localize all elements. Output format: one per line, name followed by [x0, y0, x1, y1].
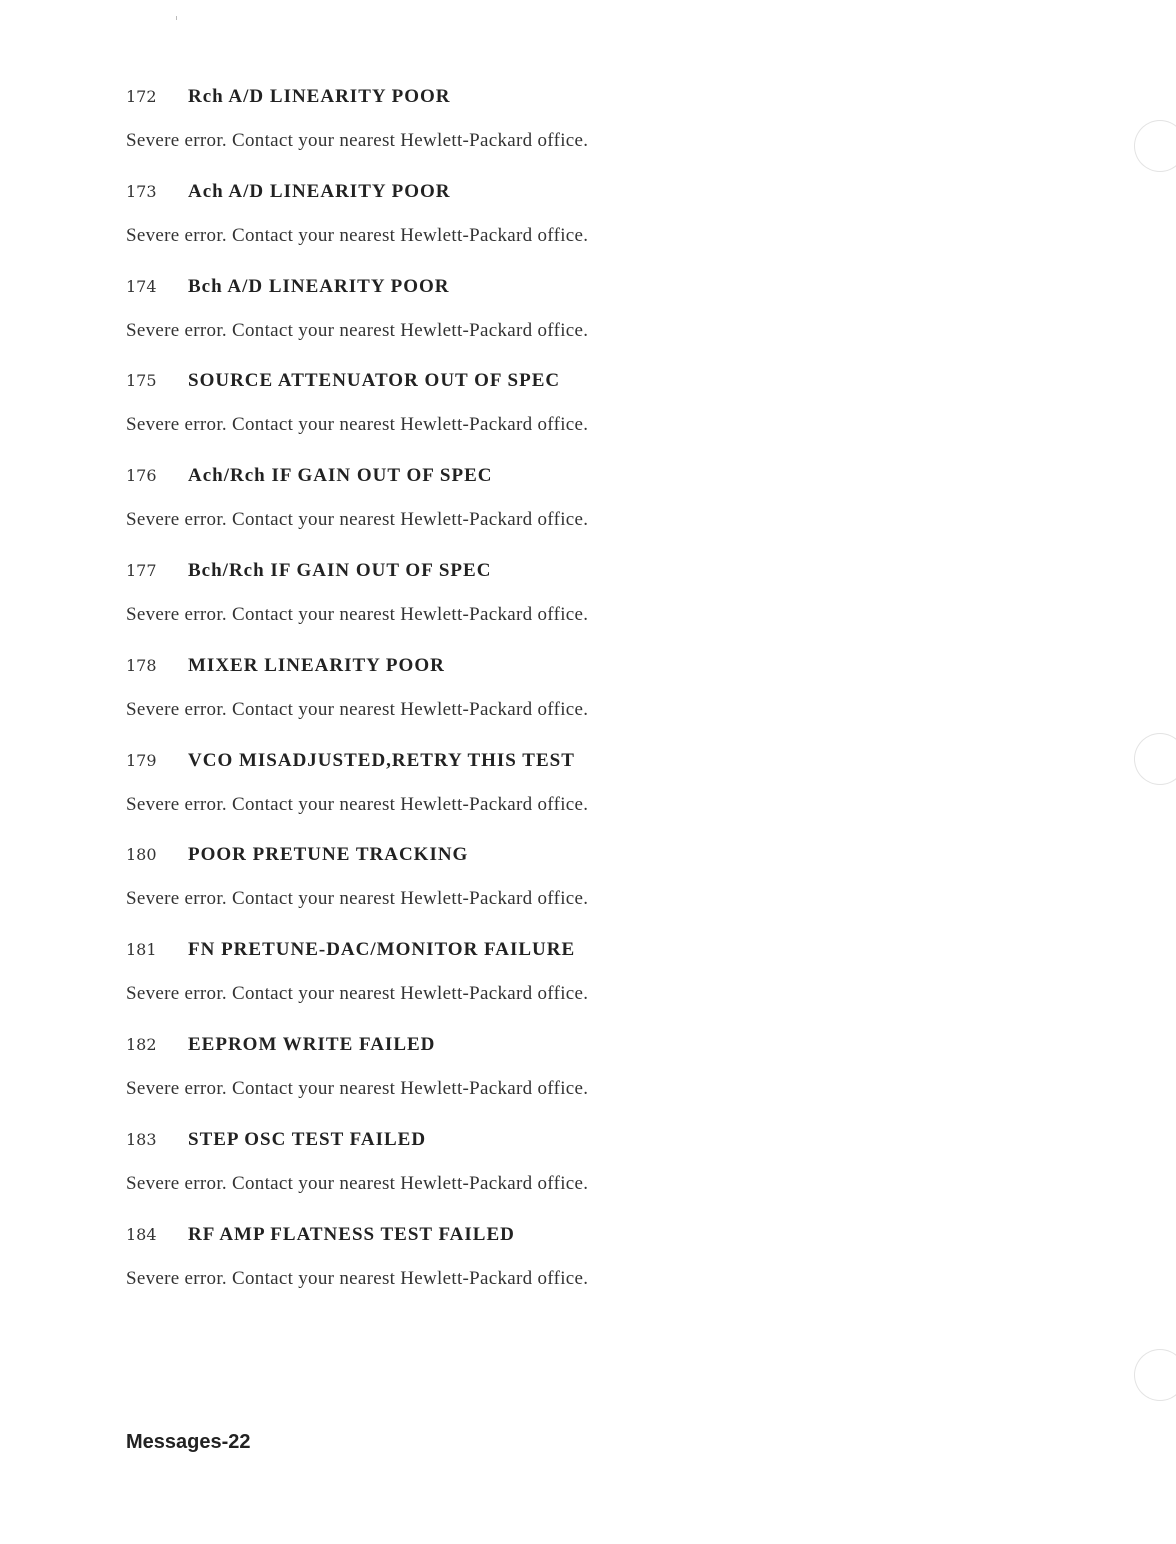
- message-title: EEPROM WRITE FAILED: [188, 1033, 436, 1055]
- message-title: STEP OSC TEST FAILED: [188, 1128, 427, 1150]
- scan-speck: [176, 16, 177, 20]
- message-code: 182: [126, 1034, 157, 1054]
- message-entry: [126, 844, 1026, 939]
- message-title: Bch A/D LINEARITY POOR: [188, 275, 450, 297]
- message-title: FN PRETUNE-DAC/MONITOR FAILURE: [188, 939, 576, 961]
- message-code: 184: [126, 1224, 157, 1244]
- message-entry: [126, 276, 1026, 371]
- message-entry: [126, 1034, 1026, 1129]
- message-description: Severe error. Contact your nearest Hewlett-Packard office.: [126, 319, 589, 341]
- message-title: SOURCE ATTENUATOR OUT OF SPEC: [188, 370, 561, 392]
- message-header: [126, 939, 575, 971]
- message-header: [126, 181, 451, 213]
- binder-hole: [1134, 733, 1176, 785]
- message-title: Bch/Rch IF GAIN OUT OF SPEC: [188, 559, 492, 581]
- binder-hole: [1134, 120, 1176, 172]
- message-entry: [126, 750, 1026, 845]
- message-list: [126, 86, 1026, 1318]
- message-header: [126, 560, 491, 592]
- message-code: 181: [126, 940, 157, 960]
- message-header: [126, 465, 492, 497]
- message-header: [126, 655, 445, 687]
- message-entry: [126, 465, 1026, 560]
- message-header: [126, 86, 451, 118]
- message-entry: [126, 560, 1026, 655]
- message-description: Severe error. Contact your nearest Hewlett-Packard office.: [126, 1267, 589, 1289]
- message-code: 179: [126, 750, 157, 770]
- message-description: Severe error. Contact your nearest Hewlett-Packard office.: [126, 983, 589, 1005]
- message-code: 176: [126, 466, 157, 486]
- message-description: Severe error. Contact your nearest Hewlett-Packard office.: [126, 698, 589, 720]
- message-header: [126, 750, 575, 782]
- message-code: 174: [126, 276, 157, 296]
- message-header: [126, 1224, 515, 1256]
- message-entry: [126, 86, 1026, 181]
- message-description: Severe error. Contact your nearest Hewlett-Packard office.: [126, 414, 589, 436]
- message-description: Severe error. Contact your nearest Hewlett-Packard office.: [126, 793, 589, 815]
- message-code: 180: [126, 845, 157, 865]
- message-entry: [126, 370, 1026, 465]
- message-entry: [126, 1224, 1026, 1319]
- message-title: VCO MISADJUSTED,RETRY THIS TEST: [188, 749, 575, 771]
- message-header: [126, 276, 449, 308]
- message-header: [126, 1129, 426, 1161]
- message-header: [126, 844, 468, 876]
- message-title: RF AMP FLATNESS TEST FAILED: [188, 1223, 515, 1245]
- message-description: Severe error. Contact your nearest Hewlett-Packard office.: [126, 224, 589, 246]
- message-header: [126, 370, 560, 402]
- message-title: POOR PRETUNE TRACKING: [188, 844, 469, 866]
- message-title: MIXER LINEARITY POOR: [188, 654, 445, 676]
- message-description: Severe error. Contact your nearest Hewlett-Packard office.: [126, 1077, 589, 1099]
- message-entry: [126, 655, 1026, 750]
- message-description: Severe error. Contact your nearest Hewlett-Packard office.: [126, 1172, 589, 1194]
- message-entry: [126, 939, 1026, 1034]
- page-footer-label: Messages-22: [126, 1431, 251, 1453]
- message-description: Severe error. Contact your nearest Hewlett-Packard office.: [126, 888, 589, 910]
- message-entry: [126, 181, 1026, 276]
- message-description: Severe error. Contact your nearest Hewlett-Packard office.: [126, 509, 589, 531]
- message-title: Rch A/D LINEARITY POOR: [188, 86, 451, 107]
- message-description: Severe error. Contact your nearest Hewlett-Packard office.: [126, 130, 589, 151]
- message-entry: [126, 1129, 1026, 1224]
- message-description: Severe error. Contact your nearest Hewlett-Packard office.: [126, 603, 589, 625]
- message-title: Ach A/D LINEARITY POOR: [188, 180, 451, 202]
- message-code: 172: [126, 87, 157, 106]
- message-code: 178: [126, 655, 157, 675]
- binder-hole: [1134, 1349, 1176, 1401]
- message-title: Ach/Rch IF GAIN OUT OF SPEC: [188, 465, 493, 487]
- message-code: 175: [126, 371, 157, 391]
- message-code: 183: [126, 1129, 157, 1149]
- message-code: 173: [126, 181, 157, 201]
- message-header: [126, 1034, 435, 1066]
- message-code: 177: [126, 560, 157, 580]
